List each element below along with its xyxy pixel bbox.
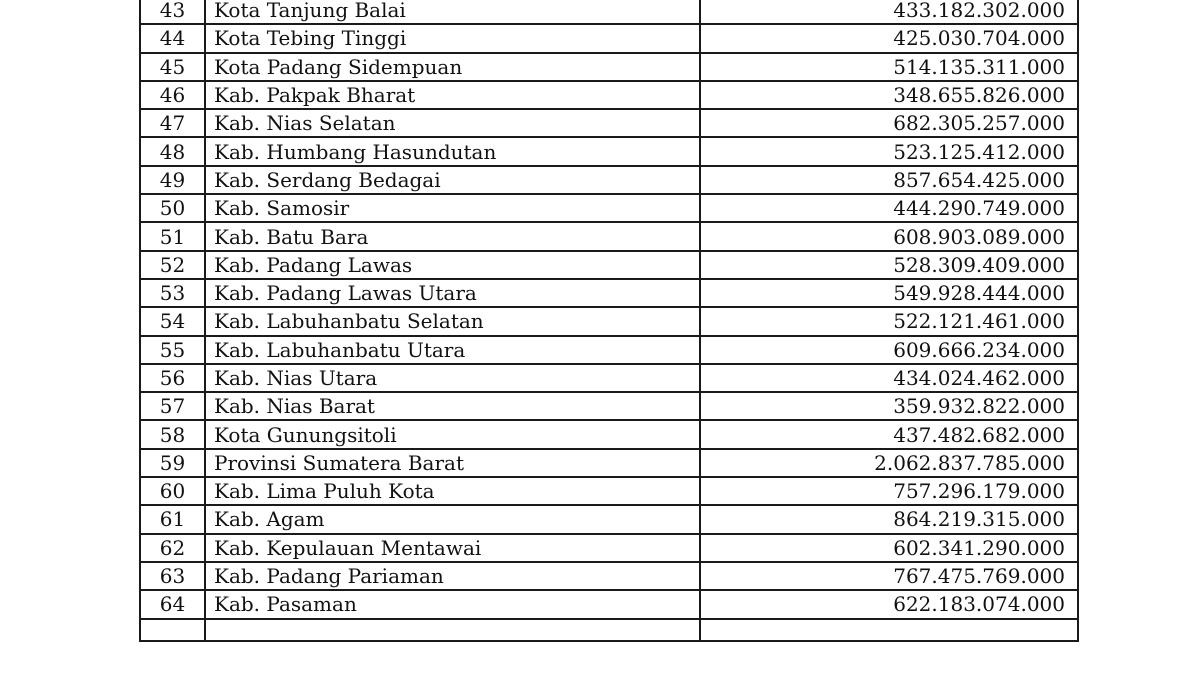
row-number: 48 bbox=[140, 137, 205, 165]
row-number: 44 bbox=[140, 24, 205, 52]
table-row bbox=[140, 109, 1078, 137]
region-name: Kab. Humbang Hasundutan bbox=[205, 137, 700, 165]
row-number: 57 bbox=[140, 392, 205, 420]
region-name: Kab. Agam bbox=[205, 505, 700, 533]
table-row bbox=[140, 137, 1078, 165]
region-name: Kab. Padang Pariaman bbox=[205, 562, 700, 590]
table-row bbox=[140, 53, 1078, 81]
region-name: Kab. Lima Puluh Kota bbox=[205, 477, 700, 505]
amount-value: 2.062.837.785.000 bbox=[700, 449, 1078, 477]
amount-value: 437.482.682.000 bbox=[700, 420, 1078, 448]
row-number: 43 bbox=[140, 0, 205, 24]
region-name: Kota Gunungsitoli bbox=[205, 420, 700, 448]
amount-value: 602.341.290.000 bbox=[700, 534, 1078, 562]
table-row bbox=[140, 222, 1078, 250]
allocation-table bbox=[139, 0, 1079, 642]
amount-value: 522.121.461.000 bbox=[700, 307, 1078, 335]
amount-value: 523.125.412.000 bbox=[700, 137, 1078, 165]
amount-value: 864.219.315.000 bbox=[700, 505, 1078, 533]
region-name: Provinsi Sumatera Barat bbox=[205, 449, 700, 477]
row-number: 46 bbox=[140, 81, 205, 109]
table-row bbox=[140, 590, 1078, 618]
region-name: Kab. Nias Utara bbox=[205, 364, 700, 392]
region-name: Kab. Nias Barat bbox=[205, 392, 700, 420]
region-name: Kab. Batu Bara bbox=[205, 222, 700, 250]
region-name: Kab. Padang Lawas Utara bbox=[205, 279, 700, 307]
amount-value: 425.030.704.000 bbox=[700, 24, 1078, 52]
table-row-cut-off bbox=[140, 619, 1078, 641]
amount-value: 608.903.089.000 bbox=[700, 222, 1078, 250]
region-name: Kota Tebing Tinggi bbox=[205, 24, 700, 52]
amount-value: 433.182.302.000 bbox=[700, 0, 1078, 24]
table-row bbox=[140, 364, 1078, 392]
table-row bbox=[140, 251, 1078, 279]
table-row bbox=[140, 166, 1078, 194]
table-row bbox=[140, 392, 1078, 420]
region-name: Kab. Pasaman bbox=[205, 590, 700, 618]
amount-value: 622.183.074.000 bbox=[700, 590, 1078, 618]
table-row bbox=[140, 534, 1078, 562]
amount-value: 767.475.769.000 bbox=[700, 562, 1078, 590]
table-row bbox=[140, 562, 1078, 590]
row-number: 47 bbox=[140, 109, 205, 137]
region-name: Kab. Samosir bbox=[205, 194, 700, 222]
amount-value: 757.296.179.000 bbox=[700, 477, 1078, 505]
amount-value: 434.024.462.000 bbox=[700, 364, 1078, 392]
row-number: 56 bbox=[140, 364, 205, 392]
amount-value: 528.309.409.000 bbox=[700, 251, 1078, 279]
table-row bbox=[140, 336, 1078, 364]
table-row bbox=[140, 279, 1078, 307]
row-number: 54 bbox=[140, 307, 205, 335]
row-number bbox=[140, 619, 205, 641]
region-name: Kota Padang Sidempuan bbox=[205, 53, 700, 81]
amount-value: 857.654.425.000 bbox=[700, 166, 1078, 194]
table-row bbox=[140, 24, 1078, 52]
amount-value: 444.290.749.000 bbox=[700, 194, 1078, 222]
table-row bbox=[140, 420, 1078, 448]
table-row bbox=[140, 194, 1078, 222]
row-number: 52 bbox=[140, 251, 205, 279]
region-name: Kab. Labuhanbatu Utara bbox=[205, 336, 700, 364]
region-name: Kab. Serdang Bedagai bbox=[205, 166, 700, 194]
row-number: 45 bbox=[140, 53, 205, 81]
table-row bbox=[140, 0, 1078, 24]
table-row bbox=[140, 307, 1078, 335]
row-number: 63 bbox=[140, 562, 205, 590]
document-page bbox=[139, 0, 1079, 642]
amount-value: 682.305.257.000 bbox=[700, 109, 1078, 137]
amount-value: 359.932.822.000 bbox=[700, 392, 1078, 420]
row-number: 62 bbox=[140, 534, 205, 562]
row-number: 53 bbox=[140, 279, 205, 307]
row-number: 60 bbox=[140, 477, 205, 505]
row-number: 51 bbox=[140, 222, 205, 250]
region-name: Kab. Nias Selatan bbox=[205, 109, 700, 137]
table-row bbox=[140, 81, 1078, 109]
region-name: Kab. Labuhanbatu Selatan bbox=[205, 307, 700, 335]
amount-value: 514.135.311.000 bbox=[700, 53, 1078, 81]
row-number: 55 bbox=[140, 336, 205, 364]
region-name: Kab. Kepulauan Mentawai bbox=[205, 534, 700, 562]
row-number: 61 bbox=[140, 505, 205, 533]
row-number: 49 bbox=[140, 166, 205, 194]
table-row bbox=[140, 505, 1078, 533]
row-number: 64 bbox=[140, 590, 205, 618]
row-number: 50 bbox=[140, 194, 205, 222]
region-name: Kab. Padang Lawas bbox=[205, 251, 700, 279]
table-row bbox=[140, 449, 1078, 477]
table-row bbox=[140, 477, 1078, 505]
amount-value: 609.666.234.000 bbox=[700, 336, 1078, 364]
row-number: 59 bbox=[140, 449, 205, 477]
row-number: 58 bbox=[140, 420, 205, 448]
amount-value: 549.928.444.000 bbox=[700, 279, 1078, 307]
amount-value bbox=[700, 619, 1078, 641]
region-name: Kab. Pakpak Bharat bbox=[205, 81, 700, 109]
amount-value: 348.655.826.000 bbox=[700, 81, 1078, 109]
table-body bbox=[140, 0, 1078, 641]
region-name: Kota Tanjung Balai bbox=[205, 0, 700, 24]
region-name bbox=[205, 619, 700, 641]
